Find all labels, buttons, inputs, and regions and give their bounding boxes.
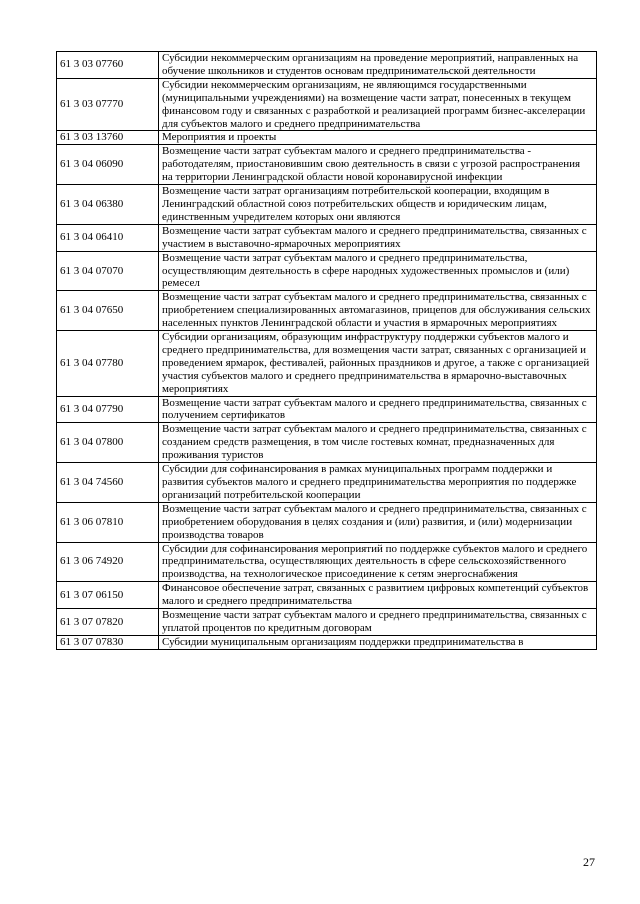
table-row: [57, 542, 597, 582]
row-code-cell: 61 3 04 07790: [57, 396, 159, 423]
table-row: [57, 331, 597, 397]
table-row: [57, 502, 597, 542]
row-code-cell: 61 3 04 07650: [57, 291, 159, 331]
table-row: [57, 396, 597, 423]
table-row: [57, 291, 597, 331]
budget-codes-table: [56, 51, 597, 650]
page-number: 27: [583, 855, 595, 869]
table-row: [57, 131, 597, 145]
row-description-cell: Возмещение части затрат организациям потребительской кооперации, входящим в Ленинградский областной союз потребительских обществ и юридическим лицам, единственным учредителем которых они являются: [159, 185, 597, 225]
row-code-cell: 61 3 04 07070: [57, 251, 159, 291]
row-code-cell: 61 3 04 74560: [57, 463, 159, 503]
row-description-cell: Субсидии муниципальным организациям поддержки предпринимательства в: [159, 635, 597, 649]
row-code-cell: 61 3 04 06410: [57, 224, 159, 251]
row-description-cell: Субсидии некоммерческим организациям на проведение мероприятий, направленных на обучение школьников и студентов основам предпринимательской деятельности: [159, 52, 597, 79]
table-row: [57, 78, 597, 131]
row-code-cell: 61 3 03 07760: [57, 52, 159, 79]
table-row: [57, 463, 597, 503]
row-description-cell: Возмещение части затрат субъектам малого и среднего предпринимательства, связанных с уплатой процентов по кредитным договорам: [159, 609, 597, 636]
row-code-cell: 61 3 07 06150: [57, 582, 159, 609]
row-code-cell: 61 3 06 07810: [57, 502, 159, 542]
row-description-cell: Мероприятия и проекты: [159, 131, 597, 145]
row-description-cell: Субсидии организациям, образующим инфраструктуру поддержки субъектов малого и среднего предпринимательства, для возмещения части затрат, связанных с организацией и проведением ярмарок, фестивалей, районных праздников и другое, а также с организацией участия субъектов малого и среднего предпринимательства в ярмарочно-выставочных мероприятиях: [159, 331, 597, 397]
row-code-cell: 61 3 04 06380: [57, 185, 159, 225]
row-description-cell: Возмещение части затрат субъектам малого и среднего предпринимательства, связанных с получением сертификатов: [159, 396, 597, 423]
table-row: [57, 582, 597, 609]
table-row: [57, 145, 597, 185]
row-code-cell: 61 3 03 07770: [57, 78, 159, 131]
table-row: [57, 609, 597, 636]
row-description-cell: Субсидии некоммерческим организациям, не являющимся государственными (муниципальными учреждениями) на возмещение части затрат, понесенных в текущем финансовом году и связанных с разработкой и реализацией программ бизнес-акселерации для субъектов малого и среднего предпринимательства: [159, 78, 597, 131]
row-description-cell: Возмещение части затрат субъектам малого и среднего предпринимательства, связанных с приобретением оборудования в целях создания и (или) развития, и (или) модернизации производства товаров: [159, 502, 597, 542]
row-description-cell: Возмещение части затрат субъектам малого и среднего предпринимательства, связанных с приобретением специализированных автомагазинов, прицепов для обслуживания сельских населенных пунктов Ленинградской области и участия в ярмарочных мероприятиях: [159, 291, 597, 331]
row-code-cell: 61 3 04 07800: [57, 423, 159, 463]
row-description-cell: Возмещение части затрат субъектам малого и среднего предпринимательства, осуществляющим деятельность в сфере народных художественных промыслов и (или) ремесел: [159, 251, 597, 291]
table-row: [57, 52, 597, 79]
row-code-cell: 61 3 06 74920: [57, 542, 159, 582]
row-code-cell: 61 3 03 13760: [57, 131, 159, 145]
row-code-cell: 61 3 07 07830: [57, 635, 159, 649]
table-row: [57, 224, 597, 251]
row-description-cell: Возмещение части затрат субъектам малого и среднего предпринимательства, связанных с участием в выставочно-ярмарочных мероприятиях: [159, 224, 597, 251]
row-description-cell: Субсидии для софинансирования в рамках муниципальных программ поддержки и развития субъектов малого и среднего предпринимательства мероприятия по поддержке организаций потребительской кооперации: [159, 463, 597, 503]
row-description-cell: Финансовое обеспечение затрат, связанных с развитием цифровых компетенций субъектов малого и среднего предпринимательства: [159, 582, 597, 609]
row-description-cell: Субсидии для софинансирования мероприятий по поддержке субъектов малого и среднего предпринимательства, осуществляющих деятельность в сфере сельскохозяйственного производства, на технологическое присоединение к сетям энергоснабжения: [159, 542, 597, 582]
table-row: [57, 423, 597, 463]
row-description-cell: Возмещение части затрат субъектам малого и среднего предпринимательства, связанных с созданием средств размещения, в том числе гостевых комнат, предназначенных для проживания туристов: [159, 423, 597, 463]
row-code-cell: 61 3 04 06090: [57, 145, 159, 185]
table-row: [57, 251, 597, 291]
table-body: [57, 52, 597, 650]
row-code-cell: 61 3 04 07780: [57, 331, 159, 397]
row-description-cell: Возмещение части затрат субъектам малого и среднего предпринимательства - работодателям, приостановившим свою деятельность в связи с угрозой распространения на территории Ленинградской области новой коронавирусной инфекции: [159, 145, 597, 185]
table-row: [57, 185, 597, 225]
row-code-cell: 61 3 07 07820: [57, 609, 159, 636]
table-row: [57, 635, 597, 649]
